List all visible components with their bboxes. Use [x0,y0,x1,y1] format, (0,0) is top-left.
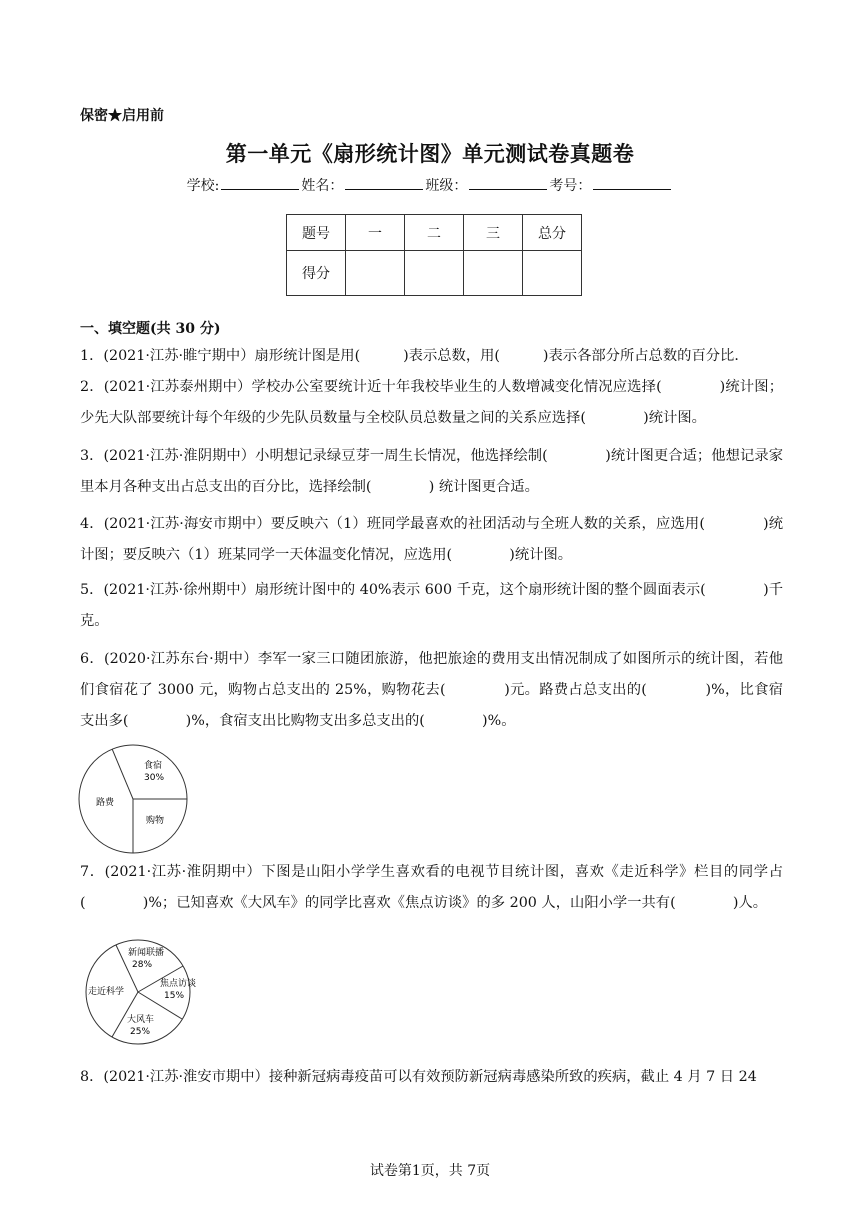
score-cell [346,251,405,296]
question-2: 2．(2021·江苏泰州期中）学校办公室要统计近十年我校毕业生的人数增减变化情况应选择( )统计图；少先大队部要统计每个年级的少先队员数量与全校队员总数量之间的关系应选择( )统计图。 [80,379,783,426]
page-footer: 试卷第1页，共 7页 [369,1163,491,1179]
score-table-score-row [287,251,582,296]
score-cell [523,251,582,296]
slice-label-news: 新闻联播 [128,948,165,958]
slice-value-lodging: 30% [144,773,165,783]
score-table-header: 总分 [523,215,582,251]
question-1: 1．(2021·江苏·睢宁期中）扇形统计图是用( )表示总数，用( )表示各部分所占总数的百分比． [80,348,749,364]
travel-expense-pie-chart [78,744,190,856]
tv-program-pie-chart [80,937,200,1047]
score-table-header: 题号 [287,215,346,251]
class-blank [469,177,547,190]
name-label: 姓名： [301,178,344,194]
score-cell [464,251,523,296]
page-title: 第一单元《扇形统计图》单元测试卷真题卷 [225,141,635,166]
slice-label-lodging: 食宿 [144,761,163,771]
slice-label-shopping: 购物 [146,816,165,826]
slice-value-windmill: 25% [130,1027,151,1037]
question-3: 3．(2021·江苏·淮阴期中）小明想记录绿豆芽一周生长情况，他选择绘制( )统计图更合适；他想记录家里本月各种支出占总支出的百分比，选择绘制( ) 统计图更合适。 [80,448,783,495]
class-label: 班级： [425,178,468,194]
question-4: 4．(2021·江苏·海安市期中）要反映六（1）班同学最喜欢的社团活动与全班人数的关系，应选用( )统计图；要反映六（1）班某同学一天体温变化情况，应选用( )统计图。 [80,516,783,563]
score-cell [405,251,464,296]
question-5: 5．(2021·江苏·徐州期中）扇形统计图中的 40%表示 600 千克，这个扇形统计图的整个圆面表示( )千克。 [80,582,783,629]
slice-label-focus: 焦点访谈 [160,979,197,989]
school-blank [221,177,299,190]
question-6: 6．(2020·江苏东台·期中）李军一家三口随团旅游，他把旅途的费用支出情况制成了如图所示的统计图，若他们食宿花了 3000 元，购物占总支出的 25%，购物花去( )元。路费占总支出的( )%，比食宿支出多( )%，食宿支出比购物支出多总支出的( )%。 [80,651,783,729]
score-row-label: 得分 [287,251,346,296]
score-table-header: 三 [464,215,523,251]
slice-label-travel: 路费 [96,798,115,808]
score-table-header-row [287,215,582,251]
student-info-line [0,175,860,195]
slice-divider [112,749,133,799]
slice-value-news: 28% [132,960,153,970]
score-table-header: 二 [405,215,464,251]
school-label: 学校: [186,178,220,194]
slice-label-science: 走近科学 [88,987,125,997]
score-table [286,214,582,296]
score-table-header: 一 [346,215,405,251]
exam-no-label: 考号： [549,178,592,194]
section-title: 一、填空题(共 30 分) [80,321,221,337]
name-blank [345,177,423,190]
slice-value-focus: 15% [164,991,185,1001]
confidential-label: 保密★启用前 [80,108,164,124]
question-8: 8．(2021·江苏·淮安市期中）接种新冠病毒疫苗可以有效预防新冠病毒感染所致的疾病，截止 4 月 7 日 24 [80,1069,757,1085]
question-7: 7．(2021·江苏·淮阴期中）下图是山阳小学学生喜欢看的电视节目统计图，喜欢《走近科学》栏目的同学占( )%；已知喜欢《大风车》的同学比喜欢《焦点访谈》的多 200 人，山阳小学一共有( )人。 [80,864,783,911]
slice-label-windmill: 大风车 [127,1015,155,1025]
exam-no-blank [593,177,671,190]
